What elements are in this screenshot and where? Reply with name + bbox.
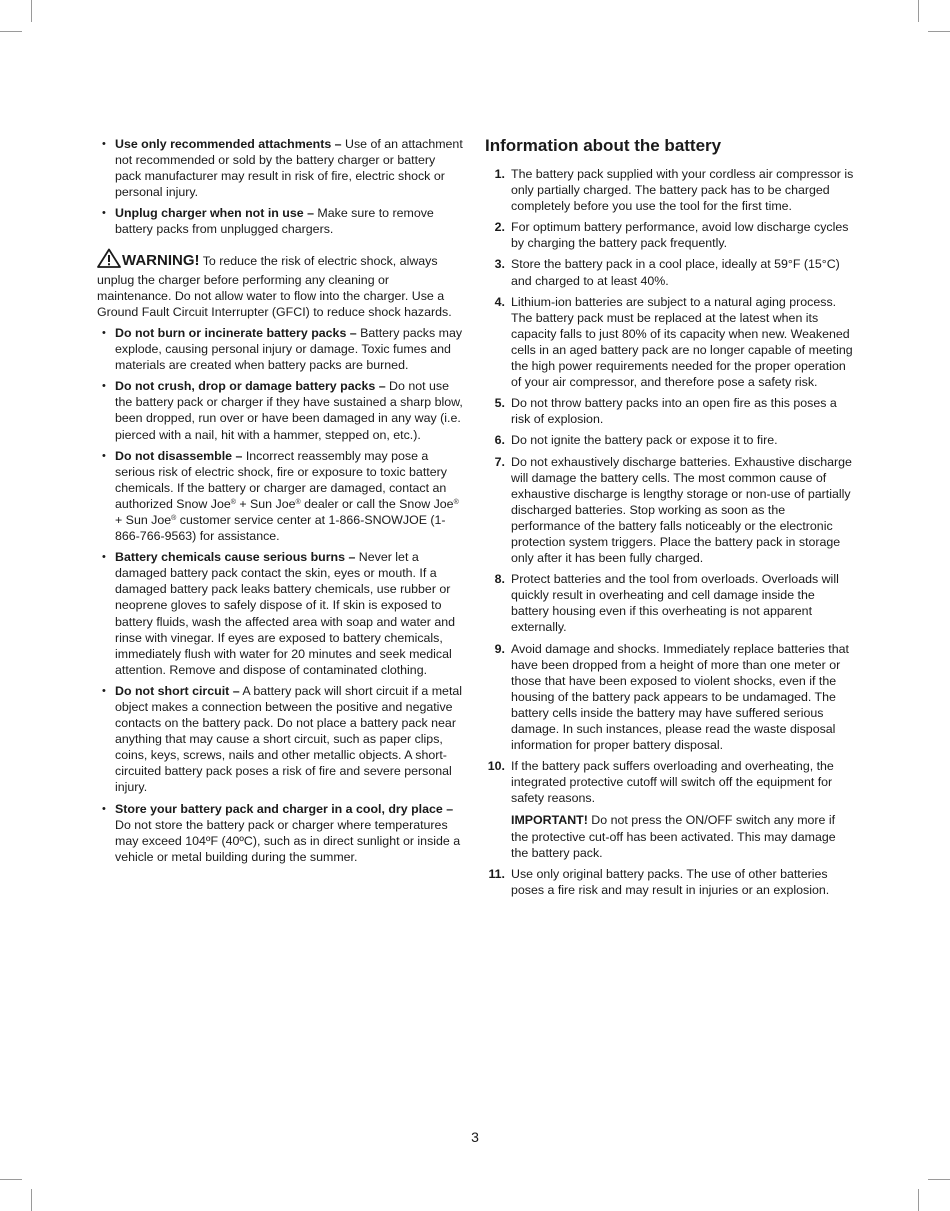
item-text: Protect batteries and the tool from overloads. Overloads will quickly result in overheating and cell damage inside the battery housing even if this overheating is not apparent externally. (511, 572, 839, 635)
bullet-heading: Battery chemicals cause serious burns – (115, 550, 356, 565)
item-number: 10. (487, 759, 505, 774)
page-number: 3 (471, 1129, 479, 1145)
list-item (485, 395, 855, 427)
item-number: 8. (494, 572, 505, 587)
bullet-text: + Sun Joe (235, 496, 296, 511)
bullet-text: Make sure to remove battery packs from unplugged chargers. (115, 206, 434, 237)
bullet-heading: Do not disassemble – (115, 448, 243, 463)
list-item (97, 136, 464, 200)
list-item (97, 683, 464, 796)
bullet-heading: Do not burn or incinerate battery packs – (115, 325, 357, 340)
list-item (97, 549, 464, 678)
crop-mark (0, 31, 22, 32)
list-item (97, 801, 464, 865)
list-item (485, 571, 855, 635)
bullet-heading: Do not crush, drop or damage battery packs – (115, 379, 386, 394)
list-item (97, 448, 464, 545)
crop-mark (928, 31, 950, 32)
item-number: 9. (494, 641, 505, 656)
bullet-text: Battery packs may explode, causing personal injury or damage. Toxic fumes and materials are created when battery packs are burned. (115, 325, 463, 373)
registered-mark: ® (230, 498, 236, 506)
list-item (97, 325, 464, 373)
list-item (485, 432, 855, 448)
item-text: Do not ignite the battery pack or expose it to fire. (511, 433, 778, 448)
item-number: 6. (494, 433, 505, 448)
item-text: Do not exhaustively discharge batteries. Exhaustive discharge will damage the battery cells. The most common cause of exhaustive discharge is lengthy storage or non-use of partially discharged batteries. Stop working as soon as the performance of the battery falls noticeably or the electronic protection system triggers. Place the battery pack in storage only after it has been fully charged. (511, 454, 852, 566)
safety-bullet-list-top (97, 136, 464, 238)
bullet-text: Use of an attachment not recommended or sold by the battery charger or battery pack manufacturer may result in risk of fire, electric shock or personal injury. (115, 137, 463, 200)
right-column (485, 136, 855, 903)
warning-label: WARNING! (122, 251, 200, 269)
item-number: 3. (494, 257, 505, 272)
item-number: 5. (494, 396, 505, 411)
bullet-text: + Sun Joe (115, 512, 172, 527)
registered-mark: ® (171, 514, 177, 522)
bullet-heading: Use only recommended attachments – (115, 137, 342, 151)
warning-paragraph (97, 248, 464, 320)
bullet-text: customer service center at 1-866-SNOWJOE (1-866-766-9563) for assistance. (115, 512, 446, 544)
item-text: The battery pack supplied with your cordless air compressor is only partially charged. The battery pack has to be charged completely before you use the tool for the first time. (511, 167, 854, 214)
crop-mark (31, 0, 32, 22)
item-number: 7. (494, 454, 505, 469)
bullet-text: A battery pack will short circuit if a metal object makes a connection between the positive and negative contacts on the battery pack. Do not place a battery pack near anything that may cause a short circuit, such as paper clips, coins, keys, screws, nails and other metallic objects. A short-circuited battery pack poses a risk of fire and severe personal injury. (115, 683, 463, 795)
registered-mark: ® (295, 498, 301, 506)
left-column (97, 136, 464, 870)
bullet-heading: Unplug charger when not in use – (115, 206, 314, 221)
section-title: Information about the battery (485, 136, 722, 155)
item-number: 4. (494, 294, 505, 309)
item-text: Avoid damage and shocks. Immediately replace batteries that have been dropped from a height of more than one meter or those that have been exposed to violent shocks, even if the housing of the battery pack appears to be undamaged. The battery cells inside the battery may have suffered serious damage. In such instances, please read the waste disposal information for proper battery disposal. (511, 641, 849, 753)
crop-mark (918, 1189, 919, 1211)
list-item (485, 166, 855, 214)
bullet-heading: Do not short circuit – (115, 683, 240, 698)
battery-info-list (485, 166, 855, 898)
safety-bullet-list (97, 325, 464, 865)
list-item (97, 205, 464, 237)
bullet-text: Do not use the battery pack or charger if they have sustained a sharp blow, been dropped, run over or have been damaged in any way (i.e. pierced with a nail, hit with a hammer, stepped on, etc.). (115, 379, 463, 442)
bullet-text: Never let a damaged battery pack contact the skin, eyes or mouth. If a damaged battery pack leaks battery chemicals, use rubber or neoprene gloves to safely dispose of it. If skin is exposed to battery fluids, wash the affected area with soap and water and rinse with vinegar. If eyes are exposed to battery chemicals, immediately flush with water for 20 minutes and seek medical attention. Remove and dispose of contaminated clothing. (115, 550, 456, 677)
item-text: Do not throw battery packs into an open fire as this poses a risk of explosion. (511, 396, 837, 427)
bullet-text: dealer or call the Snow Joe (300, 496, 454, 511)
list-item (485, 454, 855, 567)
crop-mark (31, 1189, 32, 1211)
bullet-text: Do not store the battery pack or charger where temperatures may exceed 104ºF (40ºC), such as in direct sunlight or inside a vehicle or metal building during the summer. (115, 817, 461, 864)
crop-mark (928, 1179, 950, 1180)
list-item (485, 219, 855, 251)
item-text: Use only original battery packs. The use of other batteries poses a fire risk and may result in injuries or an explosion. (511, 866, 830, 897)
item-text: For optimum battery performance, avoid low discharge cycles by charging the battery pack frequently. (511, 220, 849, 251)
important-label: IMPORTANT! (511, 813, 588, 828)
item-text: Store the battery pack in a cool place, ideally at 59°F (15°C) and charged to at least 40%. (511, 257, 840, 288)
crop-mark (918, 0, 919, 22)
item-number: 2. (494, 220, 505, 235)
list-item (97, 378, 464, 442)
crop-mark (0, 1179, 22, 1180)
list-item (485, 758, 855, 861)
bullet-text: Incorrect reassembly may pose a serious risk of electric shock, fire or exposure to toxic battery chemicals. If the battery or charger are damaged, contact an authorized Snow Joe (115, 448, 447, 511)
bullet-heading: Store your battery pack and charger in a cool, dry place – (115, 801, 454, 816)
item-number: 11. (488, 866, 505, 881)
list-item (485, 256, 855, 288)
important-note (511, 812, 855, 860)
list-item (485, 294, 855, 391)
list-item (485, 866, 855, 898)
registered-mark: ® (453, 498, 459, 506)
important-text: Do not press the ON/OFF switch any more if the protective cut-off has been activated. This may damage the battery pack. (511, 813, 836, 860)
warning-triangle-icon (97, 248, 121, 272)
warning-text: To reduce the risk of electric shock, always unplug the charger before performing any cleaning or maintenance. Do not allow water to flow into the charger. Use a Ground Fault Circuit Interrupter (GFCI) to reduce shock hazards. (97, 253, 452, 319)
item-number: 1. (494, 167, 505, 181)
item-text: Lithium-ion batteries are subject to a natural aging process. The battery pack must be replaced at the latest when its capacity falls to just 80% of its capacity when new. Weakened cells in an aged battery pack are no longer capable of meeting the high power requirements needed for the proper operation of your air compressor, and therefore pose a safety risk. (511, 294, 853, 390)
item-text: If the battery pack suffers overloading and overheating, the integrated protective cutoff will switch off the equipment for safety reasons. (511, 759, 834, 806)
list-item (485, 641, 855, 754)
